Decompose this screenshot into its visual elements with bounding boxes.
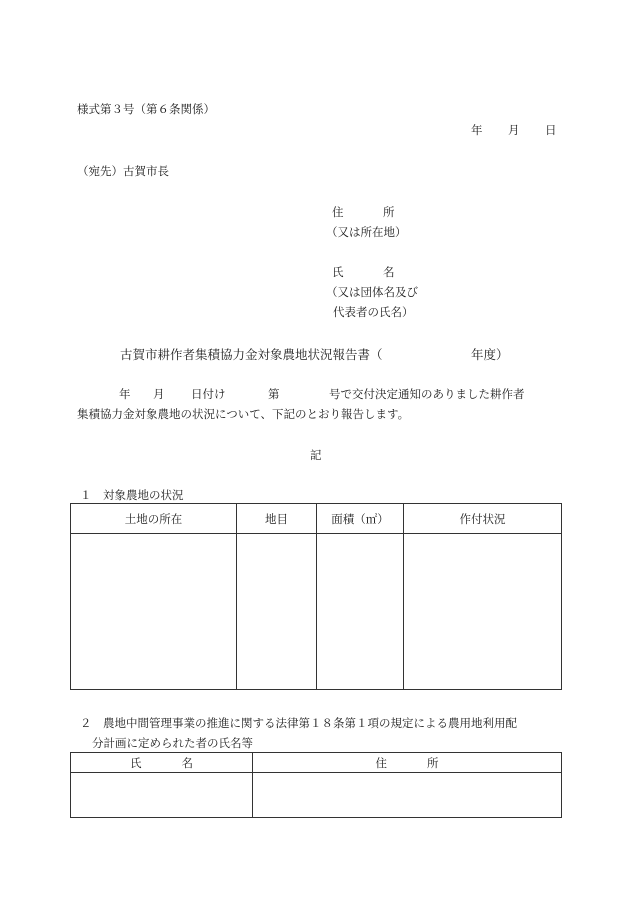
form-number: 様式第３号（第６条関係） xyxy=(77,102,215,116)
address-note: （又は所在地） xyxy=(326,225,407,239)
header-cropping-status: 作付状況 xyxy=(404,504,562,534)
header-address xyxy=(253,753,562,773)
date-day-label: 日 xyxy=(545,123,557,137)
document-title-suffix: 年度） xyxy=(471,347,509,362)
document-title: 古賀市耕作者集積協力金対象農地状況報告書（ xyxy=(120,347,383,362)
farmland-table-header-row xyxy=(71,504,562,534)
cell-cropping-status xyxy=(404,534,562,690)
header-name xyxy=(71,753,253,773)
date-year-label: 年 xyxy=(471,123,483,137)
cell-name xyxy=(71,773,253,818)
section1-heading: １ 対象農地の状況 xyxy=(80,488,184,502)
body-line2: 集積協力金対象農地の状況について、下記のとおり報告します。 xyxy=(77,407,410,421)
header-name-char-1: 氏 xyxy=(130,755,142,770)
date-month-label: 月 xyxy=(508,123,520,137)
allocation-plan-table xyxy=(70,752,562,818)
section2-heading-line-1: ２ 農地中間管理事業の推進に関する法律第１８条第１項の規定による農用地利用配 xyxy=(80,716,517,730)
name-label-char-1: 氏 xyxy=(332,265,344,279)
header-land-category: 地目 xyxy=(237,504,317,534)
allocation-table-header-row xyxy=(71,753,562,773)
farmland-status-table xyxy=(70,503,562,690)
header-address-char-1: 住 xyxy=(375,755,387,770)
body-number-prefix: 第 xyxy=(268,387,280,401)
address-label-char-1: 住 xyxy=(332,205,344,219)
header-area: 面積（㎡） xyxy=(317,504,404,534)
name-note-line-2: 代表者の氏名） xyxy=(333,305,414,319)
ki-mark: 記 xyxy=(310,448,322,462)
cell-area xyxy=(317,534,404,690)
body-month: 月 xyxy=(153,387,165,401)
cell-land-category xyxy=(237,534,317,690)
header-name-char-2: 名 xyxy=(181,755,193,770)
name-note-line-1: （又は団体名及び xyxy=(326,285,418,299)
cell-land-location xyxy=(71,534,237,690)
cell-address xyxy=(253,773,562,818)
body-year: 年 xyxy=(119,387,131,401)
body-date-suffix: 日付け xyxy=(191,387,226,401)
address-label-char-2: 所 xyxy=(383,205,395,219)
farmland-table-entry-row xyxy=(71,534,562,690)
body-line1-rest: 号で交付決定通知のありました耕作者 xyxy=(329,387,525,401)
header-address-char-2: 所 xyxy=(427,755,439,770)
name-label-char-2: 名 xyxy=(383,265,395,279)
header-land-location: 土地の所在 xyxy=(71,504,237,534)
addressee: （宛先）古賀市長 xyxy=(77,164,169,178)
section2-heading-line-2: 分計画に定められた者の氏名等 xyxy=(92,736,253,750)
allocation-table-entry-row xyxy=(71,773,562,818)
